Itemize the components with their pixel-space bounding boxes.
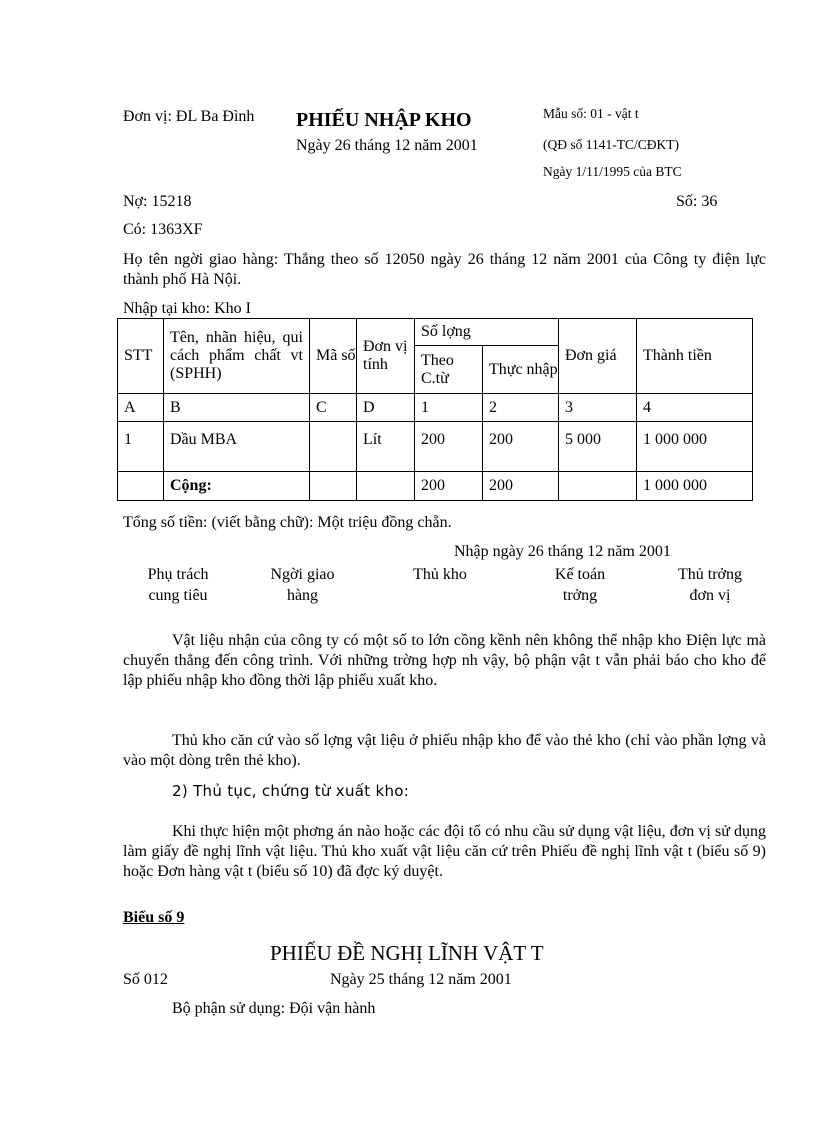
voucher-number: Số: 36 xyxy=(676,193,718,210)
row-stt: 1 xyxy=(118,422,164,472)
paragraph: Vật liệu nhận của công ty có một số to lớn cồng kềnh nên không thể nhập kho Điện lực mà chuyển thẳng đến công trình. Với những trờng hợp nh vậy, bộ phận vật t vẫn phải báo cho kho để lập phiếu nhập kho đồng thời lập phiếu xuất kho. xyxy=(123,632,766,689)
deliverer-info: Họ tên ngời giao hàng: Thắng theo số 12050 ngày 26 tháng 12 năm 2001 của Công ty điện lực thành phố Hà Nội. xyxy=(123,251,766,288)
row-qty-doc: 200 xyxy=(415,422,483,472)
signature-accountant: Kế toán trởng xyxy=(554,566,606,604)
letter-cell: 4 xyxy=(637,394,753,422)
paragraph: Thủ kho căn cứ vào số lợng vật liệu ở phiếu nhập kho để vào thẻ kho (chỉ vào phần lợng và vào một dòng trên thẻ kho). xyxy=(123,732,766,769)
row-qty-actual: 200 xyxy=(483,422,559,472)
letter-cell: B xyxy=(164,394,310,422)
header-qty-actual: Thực nhập xyxy=(483,346,559,394)
row-amount: 1 000 000 xyxy=(637,422,753,472)
header-stt: STT xyxy=(118,319,164,394)
row-unit: Lít xyxy=(357,422,415,472)
header-price: Đơn giá xyxy=(559,319,637,394)
total-unit xyxy=(357,472,415,501)
total-amount: 1 000 000 xyxy=(637,472,753,501)
signature-storekeeper: Thủ kho xyxy=(413,566,467,583)
unit-name: Đơn vị: ĐL Ba Đình xyxy=(123,108,255,125)
total-stt xyxy=(118,472,164,501)
header-qty-doc: Theo C.từ xyxy=(415,346,483,394)
document-title: PHIẾU NHẬP KHO xyxy=(296,109,472,131)
form9-date: Ngày 25 tháng 12 năm 2001 xyxy=(330,971,512,988)
form9-department: Bộ phận sử dụng: Đội vận hành xyxy=(172,1000,376,1017)
amount-in-words: Tổng số tiền: (viết bằng chữ): Một triệu đồng chẵn. xyxy=(123,514,452,531)
section-heading: 2) Thủ tục, chứng từ xuất kho: xyxy=(172,782,410,800)
decision-date: Ngày 1/11/1995 của BTC xyxy=(543,164,682,179)
form-number: Mẫu số: 01 - vật t xyxy=(543,106,639,121)
credit-account: Có: 1363XF xyxy=(123,221,203,238)
row-item-name: Dầu MBA xyxy=(164,422,310,472)
letter-cell: C xyxy=(310,394,357,422)
letter-cell: 3 xyxy=(559,394,637,422)
header-name: Tên, nhãn hiệu, qui cách phẩm chất vt (SPHH) xyxy=(164,319,310,394)
warehouse-info: Nhập tại kho: Kho I xyxy=(123,300,251,317)
letter-cell: 2 xyxy=(483,394,559,422)
header-unit: Đơn vị tính xyxy=(357,319,415,394)
total-qty-actual: 200 xyxy=(483,472,559,501)
decision-ref: (QĐ số 1141-TC/CĐKT) xyxy=(543,137,679,152)
paragraph: Khi thực hiện một phơng án nào hoặc các đội tổ có nhu cầu sử dụng vật liệu, đơn vị sử dụng làm giấy đề nghị lĩnh vật liệu. Thủ kho xuất vật liệu căn cứ trên Phiếu đề nghị lĩnh vật t (biểu số 9) hoặc Đơn hàng vật t (biểu số 10) đã đợc ký duyệt. xyxy=(123,823,766,880)
total-qty-doc: 200 xyxy=(415,472,483,501)
row-price: 5 000 xyxy=(559,422,637,472)
document-date: Ngày 26 tháng 12 năm 2001 xyxy=(296,137,478,154)
receipt-table xyxy=(117,318,753,501)
signature-deliverer: Ngời giao hàng xyxy=(270,566,335,604)
total-label: Cộng: xyxy=(164,472,310,501)
letter-cell: A xyxy=(118,394,164,422)
entry-date: Nhập ngày 26 tháng 12 năm 2001 xyxy=(454,543,671,560)
total-price xyxy=(559,472,637,501)
letter-cell: D xyxy=(357,394,415,422)
row-code xyxy=(310,422,357,472)
header-code: Mã số xyxy=(310,319,357,394)
header-amount: Thành tiền xyxy=(637,319,753,394)
total-row xyxy=(118,472,753,501)
form9-label: Biểu số 9 xyxy=(123,909,185,926)
signature-purchasing: Phụ trách cung tiêu xyxy=(147,566,209,604)
table-row xyxy=(118,422,753,472)
total-code xyxy=(310,472,357,501)
form9-number: Số 012 xyxy=(123,971,168,988)
letter-cell: 1 xyxy=(415,394,483,422)
form9-title: PHIẾU ĐỀ NGHỊ LĨNH VẬT T xyxy=(270,941,544,965)
header-quantity: Số lợng xyxy=(415,319,559,346)
signature-director: Thủ trởng đơn vị xyxy=(677,566,742,604)
debit-account: Nợ: 15218 xyxy=(123,193,192,210)
